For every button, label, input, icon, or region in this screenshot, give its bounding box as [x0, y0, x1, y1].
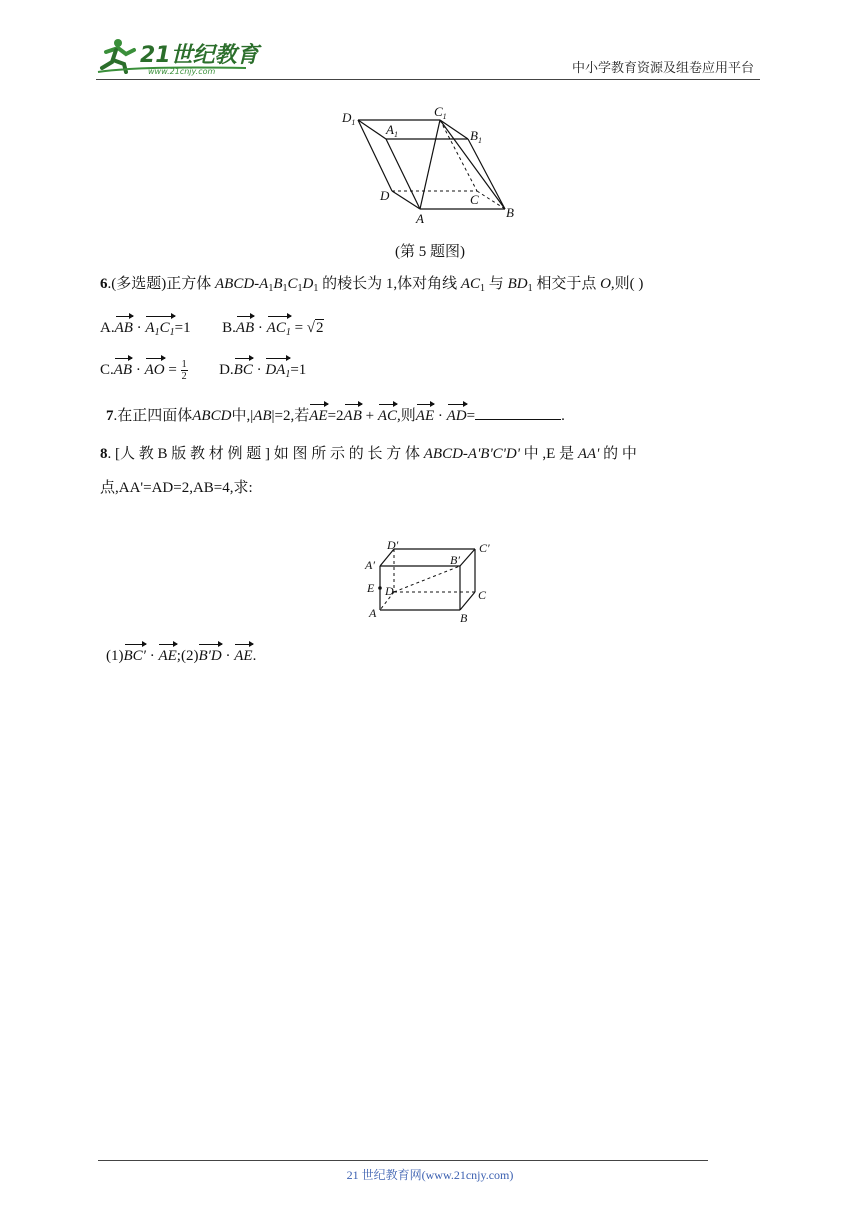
question-8-ask: (1)BC′ · AE;(2)B′D · AE.: [106, 644, 256, 666]
svg-text:D1: $D_1$: [342, 110, 356, 127]
option-b: $B.AB \cdot AC_1 = √2$: [222, 320, 323, 336]
label-B: B: [506, 205, 514, 220]
question-8-line1: 8. [人 教 B 版 教 材 例 题 ] 如 图 所 示 的 长 方 体 ABCD-A'B'C'D' 中 ,E 是 AA' 的 中: [100, 446, 637, 462]
label-E: E: [367, 581, 375, 595]
label-B1: B: [470, 128, 478, 143]
label-A1: A: [386, 122, 394, 137]
option-d: $D.BC \cdot DA_1=1$: [219, 362, 306, 378]
label-B: B: [460, 611, 468, 625]
question-8-line2: 点,AA'=AD=2,AB=4,求:: [100, 480, 253, 496]
option-c: C.AB · AO = $\frac{1}{2}$: [100, 359, 187, 383]
figure-8: [360, 537, 500, 634]
question-6-options-cd: [100, 358, 306, 382]
runner-logo-icon: [96, 36, 266, 76]
header-slogan: 中小学教育资源及组卷应用平台: [571, 61, 754, 76]
svg-text:B1: $B_1$: [470, 128, 482, 145]
label-D: D: [385, 584, 394, 598]
logo-sub-text: www.21cnjy.com: [148, 67, 216, 76]
label-C1: C: [434, 104, 443, 119]
label-D: D: [380, 188, 390, 203]
footer-divider: [98, 1160, 708, 1161]
label-C: C: [470, 192, 479, 207]
logo-main-text: 21世纪教育: [140, 43, 259, 68]
prism-figure: [330, 102, 530, 227]
page-header: [96, 30, 760, 80]
footer-link[interactable]: 21 世纪教育网(www.21cnjy.com): [346, 1168, 514, 1182]
label-C: C: [478, 588, 487, 602]
question-7: 7.在正四面体ABCD中,|AB|=2,若AE=2AB + AC,则AE · AD= .: [106, 404, 565, 426]
cuboid-figure: [360, 537, 500, 629]
label-D1: D: [342, 110, 352, 125]
label-A: A: [416, 211, 424, 226]
figure-5: [330, 102, 530, 232]
question-6-stem: 6.(多选题)正方体 ABCD-$A_1B_1C_1D_1$ 的棱长为 1,体对角线 $AC_1$ 与 $BD_1$ 相交于点 O,则( ): [100, 276, 644, 294]
label-A: A: [369, 606, 377, 620]
label-Bp: B′: [450, 553, 460, 567]
label-Ap: A′: [365, 558, 375, 572]
label-Dp: D′: [387, 538, 399, 552]
header-divider: [96, 79, 760, 80]
answer-blank[interactable]: [475, 405, 561, 420]
site-logo[interactable]: [96, 36, 266, 76]
question-6-options-ab: [100, 316, 324, 338]
svg-text:C1: $C_1$: [434, 104, 447, 121]
label-Cp: C′: [479, 541, 490, 555]
svg-text:A1: $A_1$: [386, 122, 398, 139]
option-a: $A.AB \cdot A_1C_1=1$: [100, 320, 194, 336]
figure-5-caption: (第 5 题图): [395, 244, 465, 260]
